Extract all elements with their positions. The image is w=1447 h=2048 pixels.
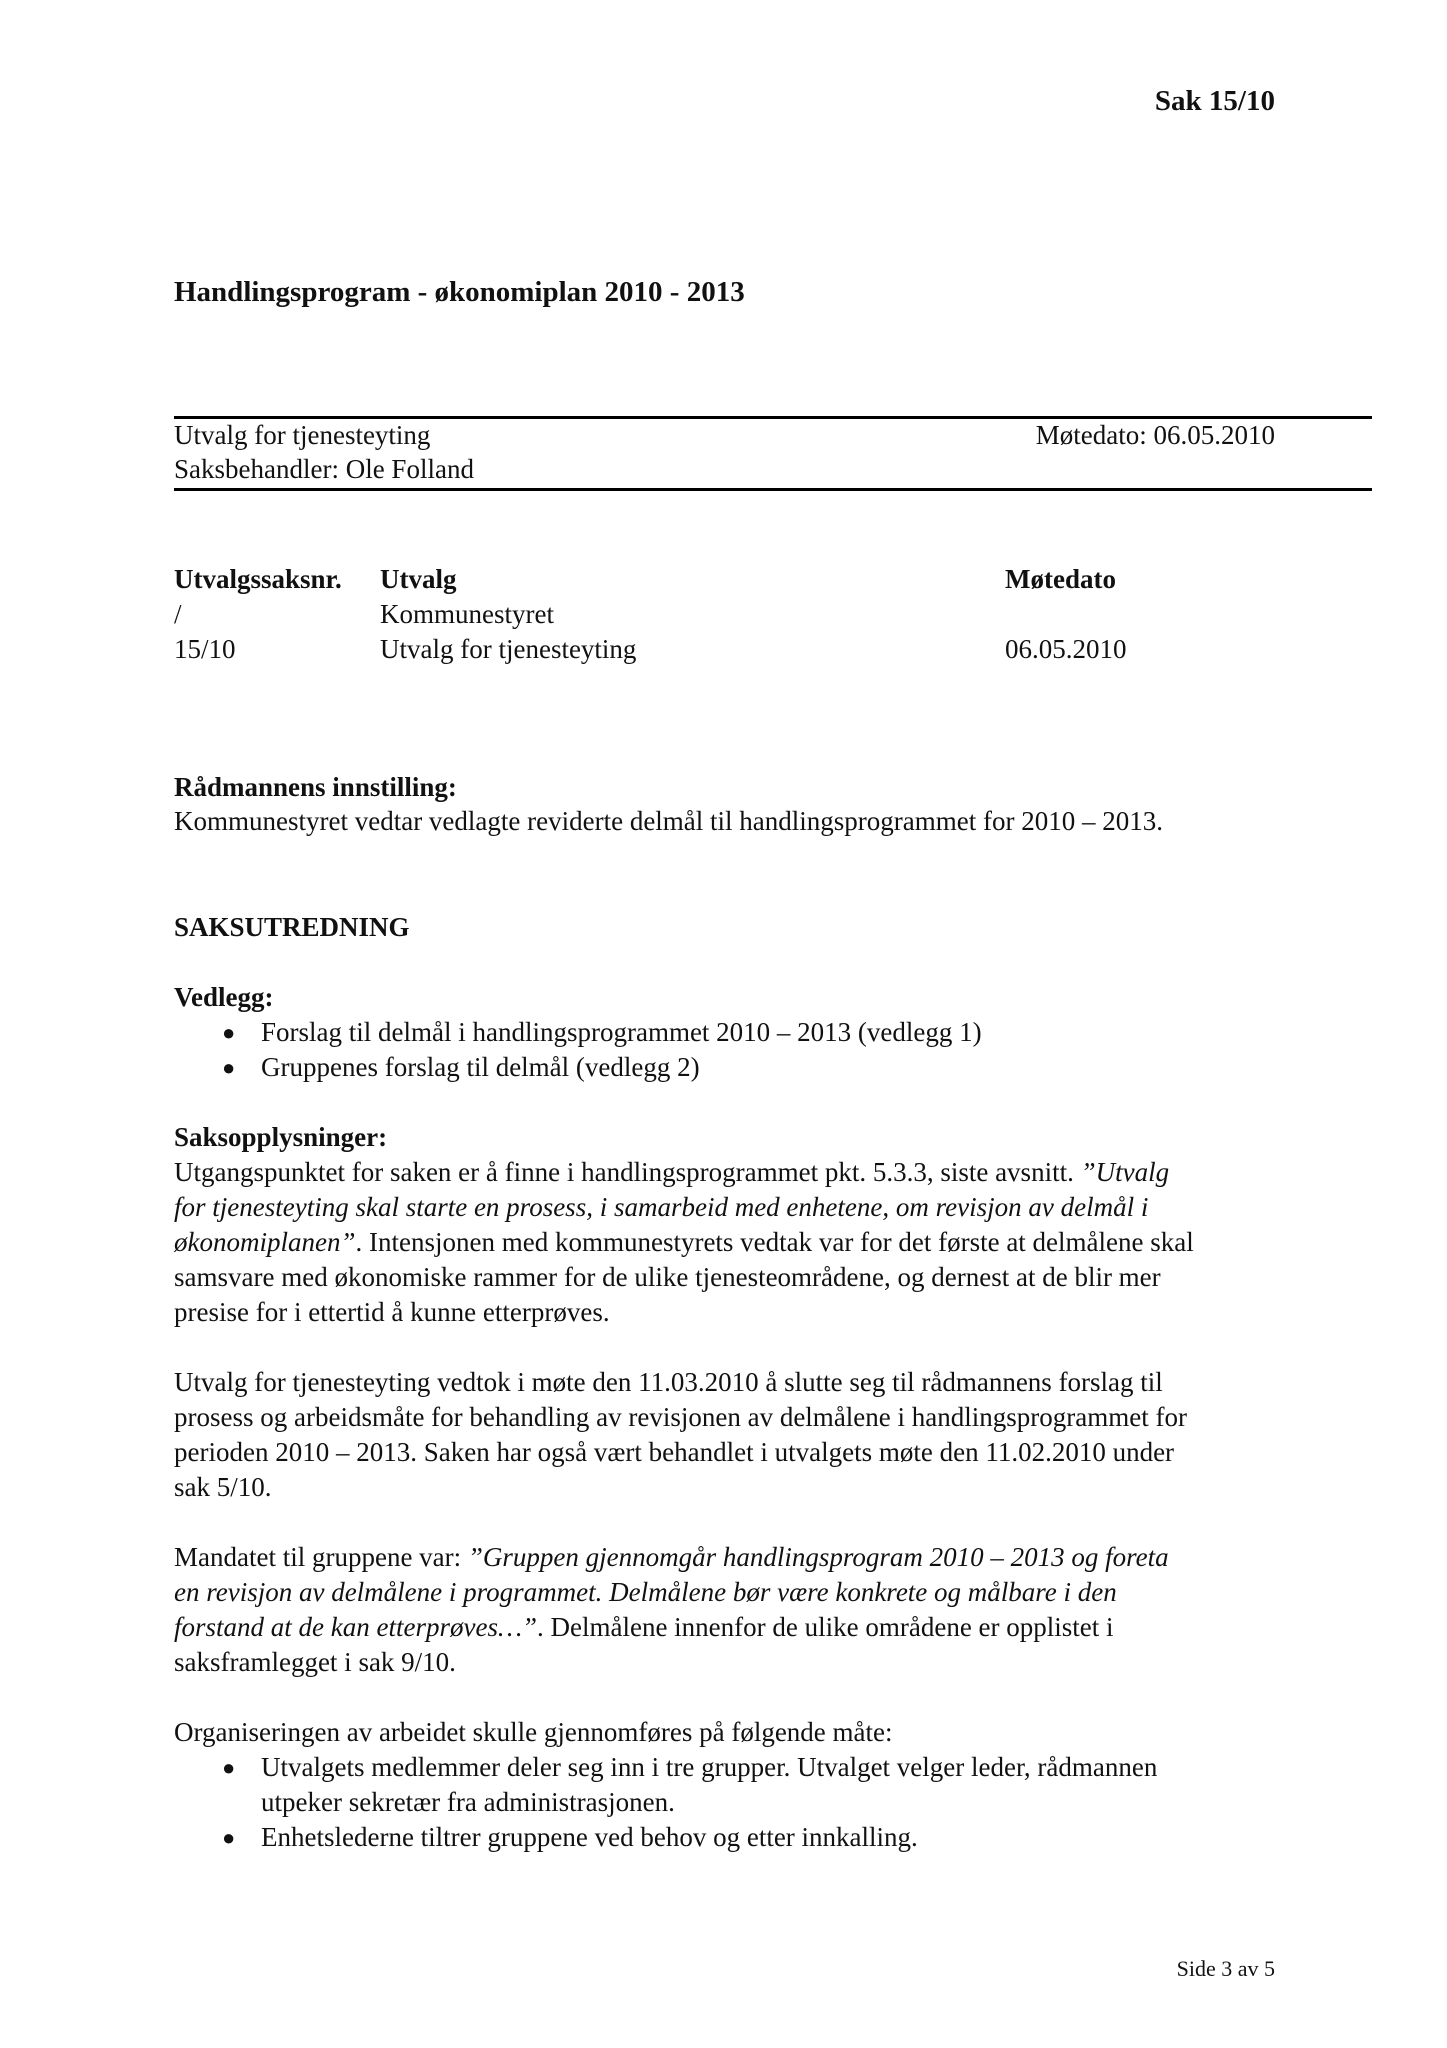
text-line: Organiseringen av arbeidet skulle gjennomføres på følgende måte: — [174, 1717, 893, 1747]
text-line: presise for i ettertid å kunne etterprøves. — [174, 1297, 610, 1327]
table-cell: 15/10 — [174, 634, 236, 664]
quote-run: ”Utvalg — [1080, 1157, 1170, 1187]
committee-name: Utvalg for tjenesteyting — [174, 420, 431, 450]
recommendation-text: Kommunestyret vedtar vedlagte reviderte delmål til handlingsprogrammet for 2010 – 2013. — [174, 806, 1163, 836]
page-number: Side 3 av 5 — [1176, 1956, 1275, 1981]
bullet-icon: ● — [222, 1755, 236, 1780]
bullet-icon: ● — [222, 1055, 236, 1080]
table-header-date: Møtedato — [1005, 564, 1116, 594]
text-line: saksframlegget i sak 9/10. — [174, 1647, 456, 1677]
table-cell: Kommunestyret — [380, 599, 554, 629]
list-item-line: Utvalgets medlemmer deler seg inn i tre grupper. Utvalget velger leder, rådmannen — [261, 1752, 1158, 1782]
list-item-line: utpeker sekretær fra administrasjonen. — [261, 1787, 675, 1817]
attachment-item: Forslag til delmål i handlingsprogrammet 2010 – 2013 (vedlegg 1) — [261, 1017, 982, 1047]
attachments-heading: Vedlegg: — [174, 982, 274, 1012]
bullet-icon: ● — [222, 1020, 236, 1045]
text-run: Utgangspunktet for saken er å finne i handlingsprogrammet pkt. 5.3.3, siste avsnitt. — [174, 1157, 1081, 1187]
text-run: Mandatet til gruppene var: — [174, 1542, 468, 1572]
recommendation-heading: Rådmannens innstilling: — [174, 772, 457, 802]
table-cell: Utvalg for tjenesteyting — [380, 634, 637, 664]
text-line — [174, 1610, 1114, 1645]
text-run: . Delmålene innenfor de ulike områdene er opplistet i — [536, 1612, 1114, 1642]
text-line: sak 5/10. — [174, 1472, 272, 1502]
text-line: prosess og arbeidsmåte for behandling av revisjonen av delmålene i handlingsprogrammet for — [174, 1402, 1187, 1432]
text-line: Utvalg for tjenesteyting vedtok i møte den 11.03.2010 å slutte seg til rådmannens forslag til — [174, 1367, 1163, 1397]
text-line: en revisjon av delmålene i programmet. Delmålene bør være konkrete og målbare i den — [174, 1577, 1117, 1607]
table-cell: / — [174, 599, 182, 629]
table-header-committee: Utvalg — [380, 564, 457, 594]
attachment-item: Gruppenes forslag til delmål (vedlegg 2) — [261, 1052, 700, 1082]
text-line — [174, 1225, 1194, 1260]
table-header-case-no: Utvalgssaksnr. — [174, 564, 342, 594]
section-heading: SAKSUTREDNING — [174, 912, 410, 942]
info-heading: Saksopplysninger: — [174, 1122, 388, 1152]
text-line: perioden 2010 – 2013. Saken har også vært behandlet i utvalgets møte den 11.02.2010 under — [174, 1437, 1175, 1467]
document-title: Handlingsprogram - økonomiplan 2010 - 2013 — [174, 276, 745, 308]
text-line — [174, 1155, 1169, 1190]
bullet-icon: ● — [222, 1825, 236, 1850]
meeting-date: Møtedato: 06.05.2010 — [1035, 420, 1275, 450]
quote-run: ”Gruppen gjennomgår handlingsprogram 2010 – 2013 og foreta — [467, 1542, 1169, 1572]
case-number: Sak 15/10 — [1154, 85, 1275, 117]
table-cell: 06.05.2010 — [1005, 634, 1127, 664]
quote-run: økonomiplanen” — [174, 1227, 356, 1257]
text-line — [174, 1540, 1169, 1575]
text-line: samsvare med økonomiske rammer for de ulike tjenesteområdene, og dernest at de blir mer — [174, 1262, 1161, 1292]
bottom-rule — [174, 488, 1372, 491]
list-item-line: Enhetslederne tiltrer gruppene ved behov og etter innkalling. — [261, 1822, 918, 1852]
text-run: . Intensjonen med kommunestyrets vedtak var for det første at delmålene skal — [355, 1227, 1194, 1257]
case-handler: Saksbehandler: Ole Folland — [174, 454, 474, 484]
quote-run: forstand at de kan etterprøves…” — [174, 1612, 537, 1642]
text-line: for tjenesteyting skal starte en prosess, i samarbeid med enhetene, om revisjon av delmål i — [174, 1192, 1149, 1222]
